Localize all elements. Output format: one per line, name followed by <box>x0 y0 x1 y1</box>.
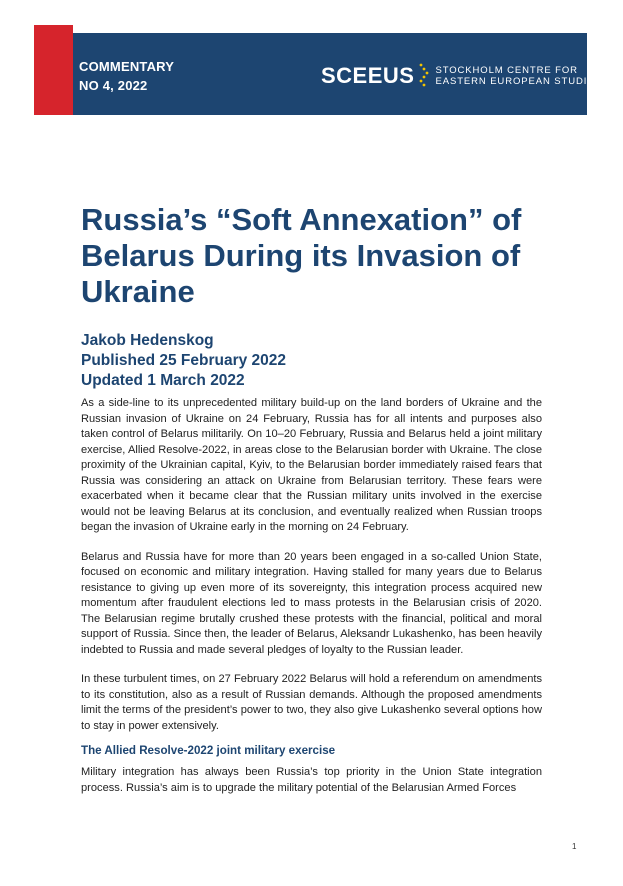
updated-date: Updated 1 March 2022 <box>81 372 245 389</box>
logo-subtitle-line2: EASTERN EUROPEAN STUDIES <box>435 76 602 87</box>
body-paragraph: Belarus and Russia have for more than 20 years been engaged in a so-called Union State, focused on economic and military integration. Having stalled for many years due to Belarus resistance to giving up even more of its sovereignty, this integration process acquired new momentum after fraudulent elections led to mass protests in the Belarusian crisis of 2020. The Belarusian regime brutally crushed these protests with the financial, political and moral support of Russia. Since then, the leader of Belarus, Aleksandr Lukashenko, has been heavily indebted to Russia and made several pledges of loyalty to the Russian leader. <box>81 550 542 656</box>
section-heading: The Allied Resolve-2022 joint military exercise <box>81 744 336 757</box>
article-title: Russia’s “Soft Annexation” of Belarus During its Invasion of Ukraine <box>81 202 522 309</box>
sceeus-logo[interactable] <box>321 60 602 92</box>
logo-subtitle <box>435 65 601 87</box>
body-paragraph: In these turbulent times, on 27 February 2022 Belarus will hold a referendum on amendments to its constitution, also as a result of Russian demands. Although the proposed amendments limit the terms of the president’s power to two, they also give Lukashenko several options how to stay in power extensively. <box>81 673 542 732</box>
publication-kicker <box>79 57 174 95</box>
logo-dots-icon <box>419 63 429 89</box>
logo-subtitle-line1: STOCKHOLM CENTRE FOR <box>435 65 578 76</box>
body-paragraph: Military integration has always been Russia’s top priority in the Union State integration process. Russia’s aim is to upgrade the military potential of the Belarusian Armed Forces <box>81 766 542 794</box>
page-number: 1 <box>572 842 577 851</box>
article-meta <box>81 331 286 391</box>
kicker-number: NO 4, 2022 <box>79 78 148 93</box>
published-date: Published 25 February 2022 <box>81 352 287 369</box>
author-name: Jakob Hedenskog <box>81 332 214 349</box>
kicker-type: COMMENTARY <box>79 59 175 74</box>
body-paragraph: As a side-line to its unprecedented military build-up on the land borders of Ukraine and the Russian invasion of Ukraine on 24 February, Russia has for all intents and purposes also taken control of Belarus militarily. On 10–20 February, Russia and Belarus held a joint military exercise, Allied Resolve-2022, in areas close to the Belarusian border with Ukraine. The close proximity of the Ukrainian capital, Kyiv, to the Belarusian border immediately raised fears that Russia was considering an attack on Ukraine from Belarusian territory. These fears were exacerbated when it became clear that the Russian military units involved in the exercise would not be leaving Belarus at its conclusion, and eventually realized when Russian troops began the invasion of Ukraine early in the morning on 24 February. <box>81 397 542 533</box>
logo-wordmark: SCEEUS <box>321 63 415 88</box>
article-body <box>81 396 542 805</box>
accent-tab <box>34 25 73 115</box>
